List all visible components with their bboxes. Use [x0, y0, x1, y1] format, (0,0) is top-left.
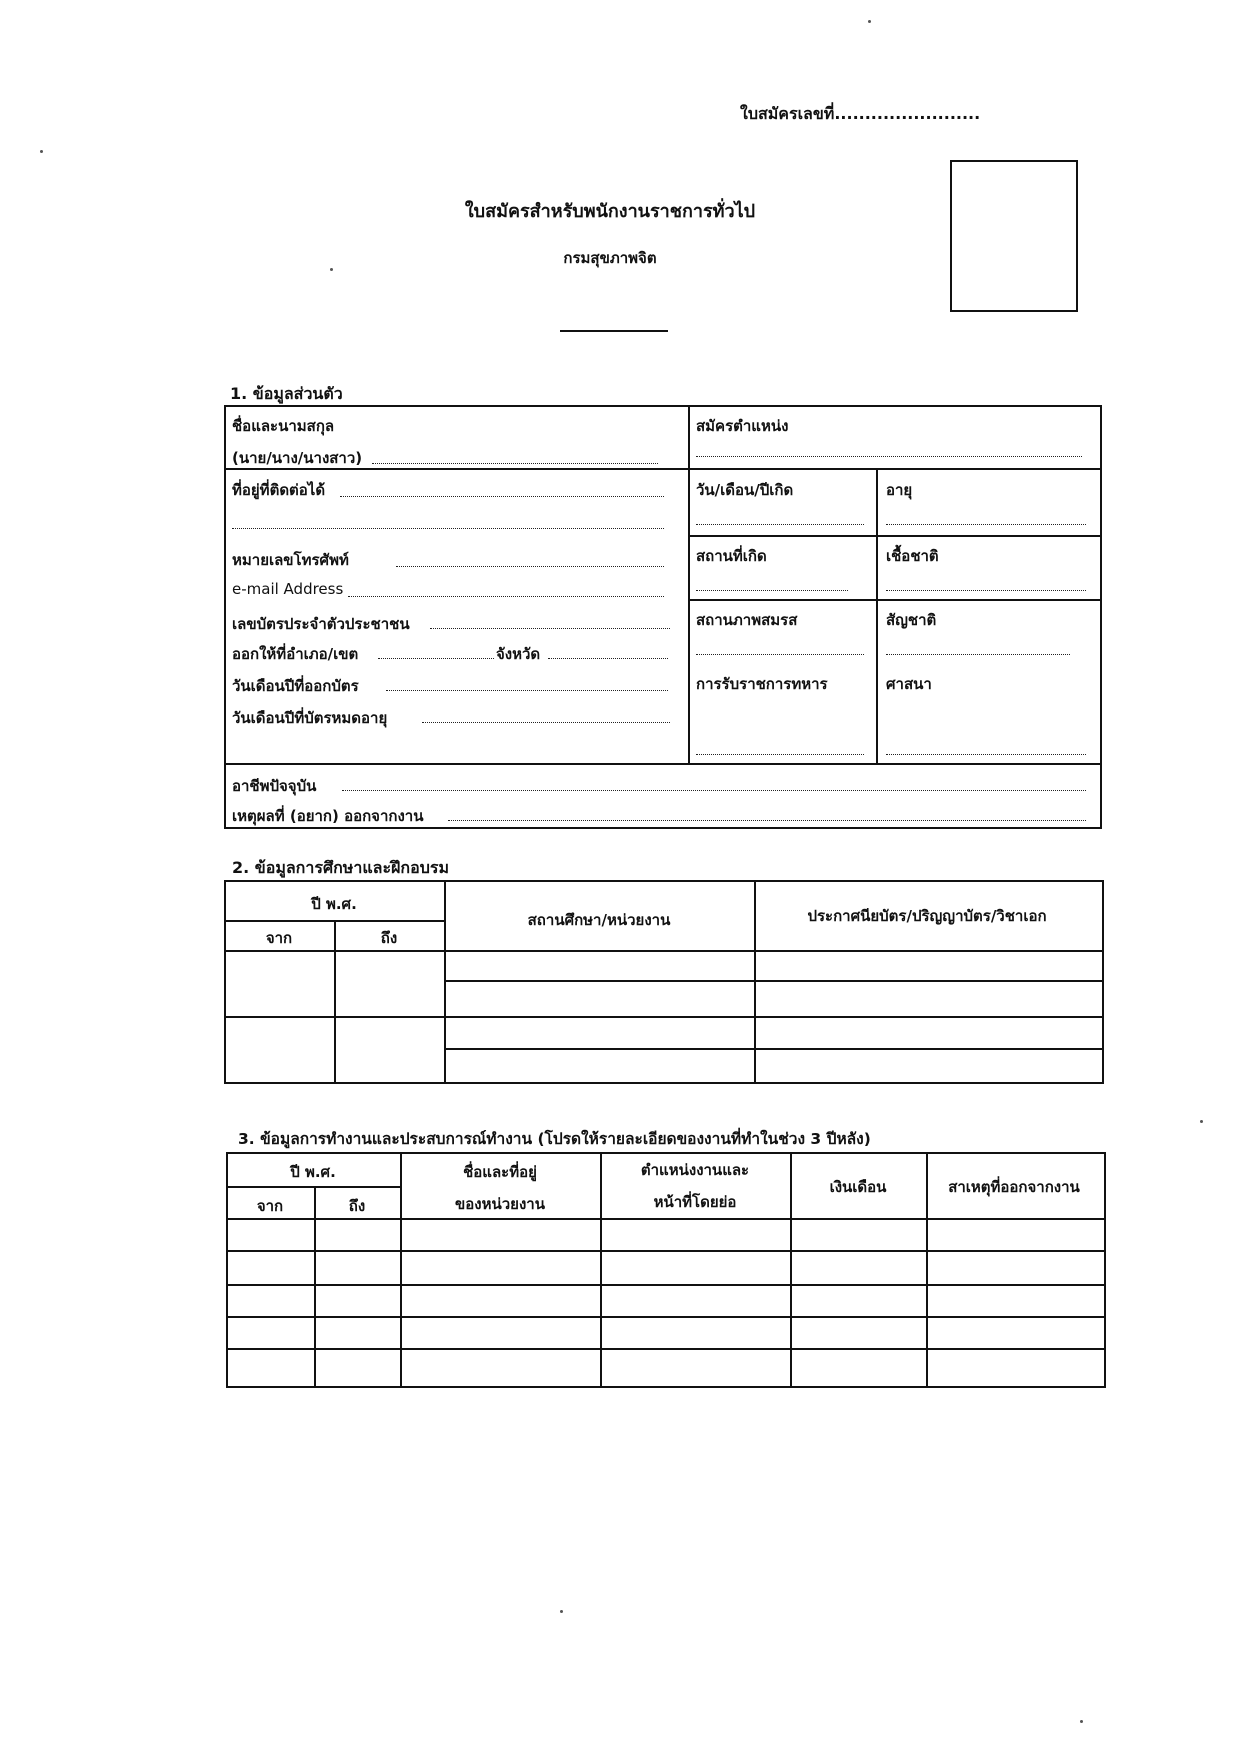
scan-speck	[1200, 1120, 1203, 1123]
name-field[interactable]	[372, 463, 658, 464]
work-position-header-line1: ตำแหน่งงานและ	[640, 1161, 750, 1179]
work-from-header: จาก	[256, 1197, 284, 1215]
marital-status-label: สถานภาพสมรส	[696, 611, 798, 629]
nationality-label: สัญชาติ	[886, 611, 937, 629]
section1-heading: 1. ข้อมูลส่วนตัว	[230, 384, 343, 403]
birth-place-label: สถานที่เกิด	[696, 547, 767, 565]
phone-label: หมายเลขโทรศัพท์	[232, 551, 349, 569]
issued-at-label: ออกให้ที่อำเภอ/เขต	[232, 645, 359, 663]
scan-speck	[868, 20, 871, 23]
form-title: ใบสมัครสำหรับพนักงานราชการทั่วไป	[464, 201, 756, 222]
marital-status-field[interactable]	[696, 654, 864, 655]
expiry-date-label: วันเดือนปีที่บัตรหมดอายุ	[232, 709, 388, 727]
department-name: กรมสุขภาพจิต	[563, 249, 657, 267]
age-label: อายุ	[886, 481, 913, 499]
edu-degree-header: ประกาศนียบัตร/ปริญญาบัตร/วิชาเอก	[807, 907, 1047, 925]
position-field[interactable]	[696, 456, 1082, 457]
issue-date-field[interactable]	[386, 690, 668, 691]
occupation-field[interactable]	[342, 790, 1086, 791]
id-card-label: เลขบัตรประจำตัวประชาชน	[232, 615, 410, 633]
race-field[interactable]	[886, 590, 1086, 591]
province-field[interactable]	[548, 658, 668, 659]
edu-to-header: ถึง	[380, 929, 398, 947]
address-field-2[interactable]	[232, 528, 664, 529]
religion-label: ศาสนา	[886, 675, 932, 693]
birth-place-field[interactable]	[696, 590, 848, 591]
email-field[interactable]	[348, 596, 664, 597]
application-number: ใบสมัครเลขที่........................	[740, 104, 981, 123]
military-service-field[interactable]	[696, 754, 864, 755]
id-card-field[interactable]	[430, 628, 670, 629]
work-position-header-line2: หน้าที่โดยย่อ	[653, 1193, 737, 1211]
age-field[interactable]	[886, 524, 1086, 525]
leave-reason-field[interactable]	[448, 820, 1086, 821]
military-service-label: การรับราชการทหาร	[696, 675, 828, 693]
scan-speck	[1080, 1720, 1083, 1723]
occupation-label: อาชีพปัจจุบัน	[232, 777, 317, 795]
address-field-1[interactable]	[340, 496, 664, 497]
title-underline	[560, 330, 668, 332]
work-org-header-line2: ของหน่วยงาน	[455, 1195, 545, 1213]
name-prefix-label: (นาย/นาง/นางสาว)	[232, 449, 363, 467]
race-label: เชื้อชาติ	[886, 547, 939, 565]
work-salary-header: เงินเดือน	[829, 1178, 887, 1196]
birth-date-label: วัน/เดือน/ปีเกิด	[696, 481, 794, 499]
scan-speck	[560, 1610, 563, 1613]
nationality-field[interactable]	[886, 654, 1070, 655]
scan-speck	[40, 150, 43, 153]
scan-speck	[330, 268, 333, 271]
issued-at-field[interactable]	[378, 658, 494, 659]
personal-info-divider	[688, 405, 690, 763]
photo-box	[950, 160, 1078, 312]
expiry-date-field[interactable]	[422, 722, 670, 723]
religion-field[interactable]	[886, 754, 1086, 755]
birth-date-field[interactable]	[696, 524, 864, 525]
position-label: สมัครตำแหน่ง	[696, 417, 789, 435]
edu-institution-header: สถานศึกษา/หน่วยงาน	[527, 911, 671, 929]
section2-heading: 2. ข้อมูลการศึกษาและฝึกอบรม	[232, 858, 449, 877]
work-to-header: ถึง	[348, 1197, 366, 1215]
phone-field[interactable]	[396, 566, 664, 567]
address-label: ที่อยู่ที่ติดต่อได้	[232, 481, 326, 499]
province-label: จังหวัด	[496, 645, 541, 663]
work-leave-reason-header: สาเหตุที่ออกจากงาน	[948, 1178, 1080, 1196]
name-label: ชื่อและนามสกุล	[232, 417, 335, 435]
work-year-header: ปี พ.ศ.	[290, 1163, 336, 1181]
leave-reason-label: เหตุผลที่ (อยาก) ออกจากงาน	[232, 807, 424, 825]
work-org-header-line1: ชื่อและที่อยู่	[463, 1163, 537, 1181]
section3-heading: 3. ข้อมูลการทำงานและประสบการณ์ทำงาน (โปรดให้รายละเอียดของงานที่ทำในช่วง 3 ปีหลัง)	[238, 1130, 871, 1148]
edu-from-header: จาก	[265, 929, 293, 947]
edu-year-header: ปี พ.ศ.	[311, 895, 357, 913]
issue-date-label: วันเดือนปีที่ออกบัตร	[232, 677, 359, 695]
email-label: e-mail Address	[232, 580, 344, 598]
